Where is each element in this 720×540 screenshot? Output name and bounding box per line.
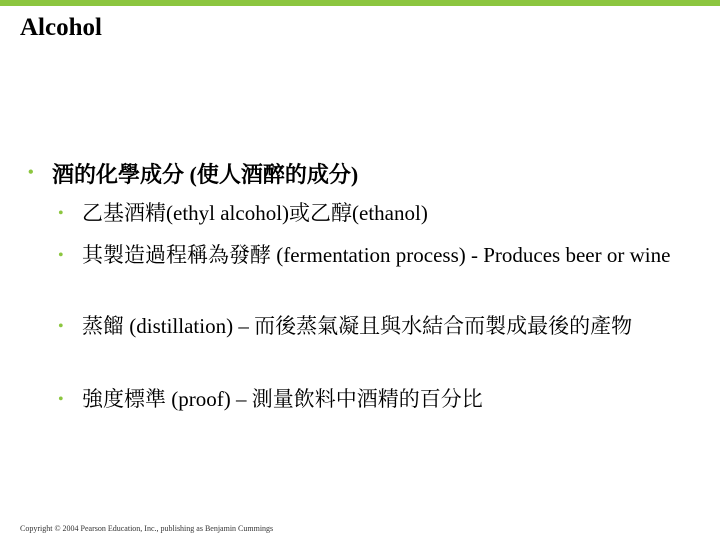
bullet-level2 [58, 241, 708, 270]
slide-title: Alcohol [20, 14, 102, 41]
bullet-icon: • [58, 391, 64, 408]
bullet-level1 [28, 158, 358, 189]
bullet-icon: • [28, 164, 34, 181]
bullet-icon: • [58, 247, 64, 264]
copyright-footer: Copyright © 2004 Pearson Education, Inc., publishing as Benjamin Cummings [20, 524, 274, 533]
bullet-text: 強度標準 (proof) – 測量飲料中酒精的百分比 [82, 387, 483, 411]
bullet-level2 [58, 312, 698, 341]
top-accent-bar [0, 0, 720, 6]
bullet-level2 [58, 385, 708, 414]
bullet-text: 酒的化學成分 (使人酒醉的成分) [52, 162, 359, 187]
bullet-text: 其製造過程稱為發酵 (fermentation process) - Produces beer or wine [82, 243, 671, 267]
bullet-icon: • [58, 318, 64, 335]
bullet-text: 蒸餾 (distillation) – 而後蒸氣凝且與水結合而製成最後的產物 [82, 314, 633, 338]
bullet-icon: • [58, 205, 64, 222]
bullet-text: 乙基酒精(ethyl alcohol)或乙醇(ethanol) [82, 201, 428, 225]
bullet-level2 [58, 199, 708, 228]
